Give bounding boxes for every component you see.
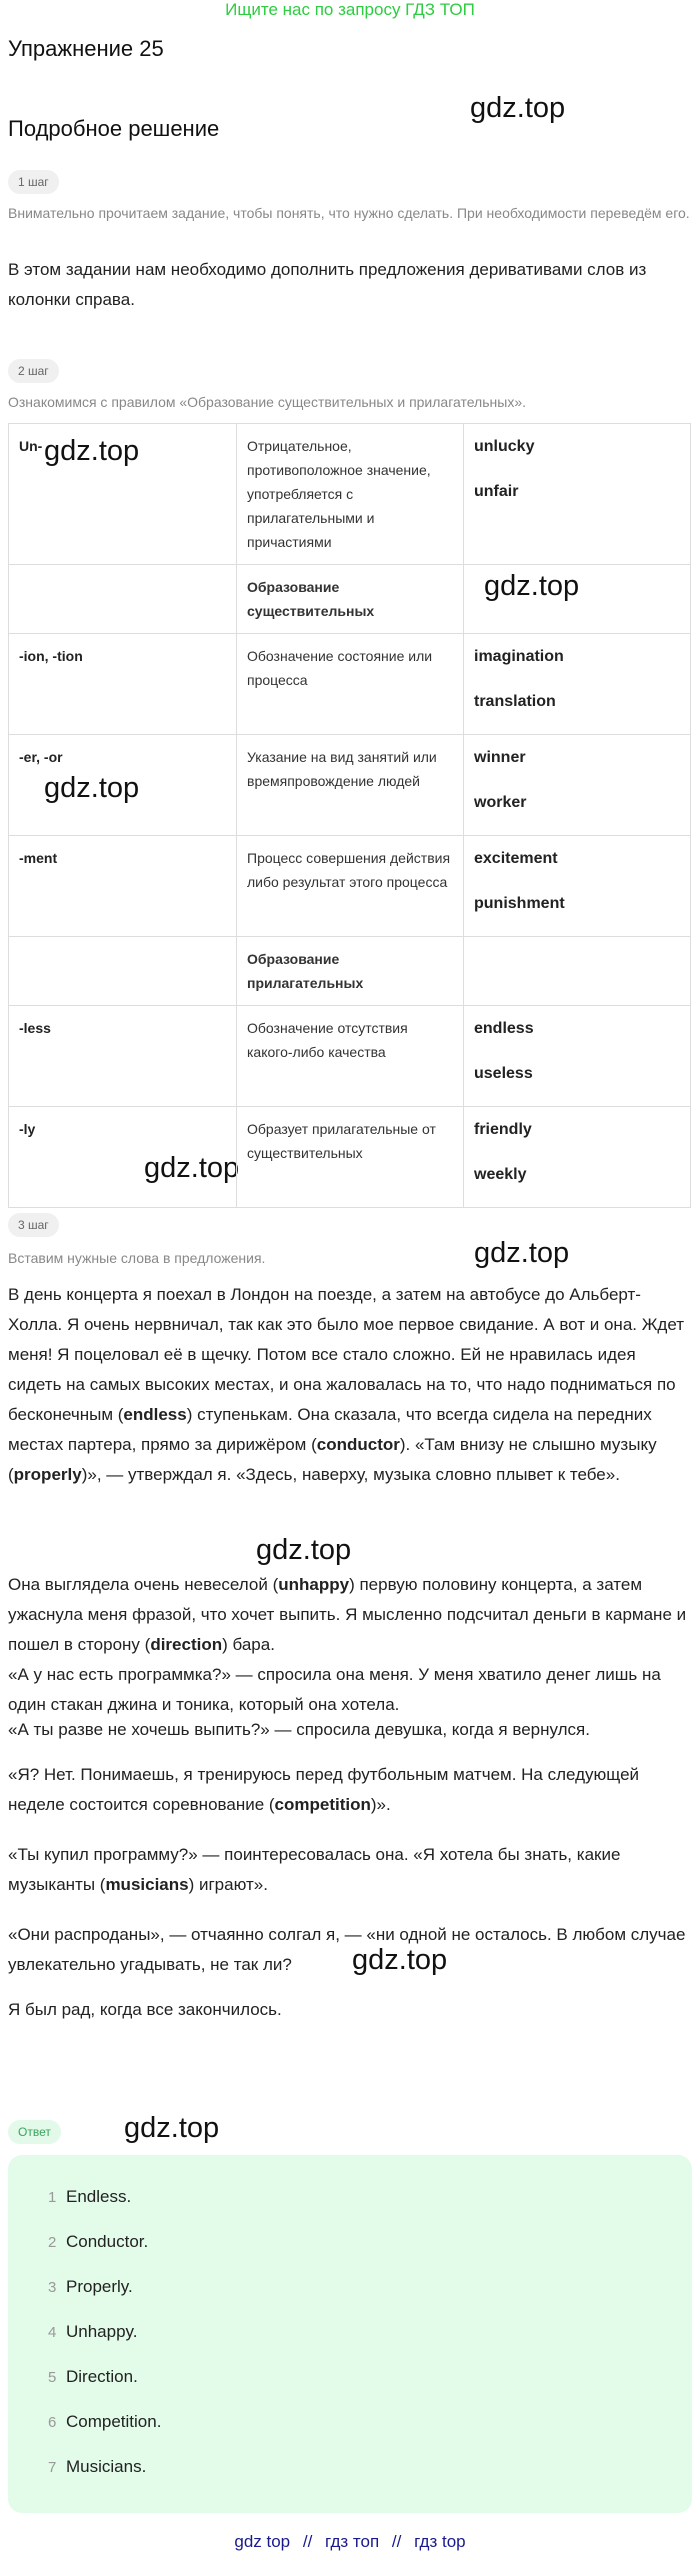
answer-item <box>48 2457 146 2477</box>
description-cell: Указание на вид занятий или времяпровождение людей <box>237 735 464 836</box>
paragraph-text: «А у нас есть программка?» — спросила она меня. У меня хватило денег лишь на один стакан джина и тоника, который она хотела. <box>8 1665 661 1714</box>
suffix-cell: -ment <box>9 836 237 937</box>
paragraph-text: «Они распроданы», — отчаянно солгал я, — «ни одной не осталось. В любом случае увлекательно угадывать, не так ли? <box>8 1925 686 1974</box>
solution-paragraph <box>8 1840 690 1900</box>
paragraph-text: ). «Там внизу не слышно музыку ( <box>8 1435 657 1484</box>
suffix-cell: -er, -or <box>9 735 237 836</box>
suffix-cell: -ly <box>9 1107 237 1208</box>
answer-word: competition <box>274 1795 371 1814</box>
examples-cell <box>464 836 691 937</box>
step-note: Вставим нужные слова в предложения. <box>8 1250 266 1266</box>
description-cell: Отрицательное, противоположное значение, употребляется с прилагательными и причастиями <box>237 424 464 565</box>
answer-text: Endless. <box>66 2187 132 2206</box>
footer-separator: // <box>391 2532 402 2551</box>
suffix-cell: -less <box>9 1006 237 1107</box>
description-cell: Обозначение отсутствия какого-либо качества <box>237 1006 464 1107</box>
paragraph-text: ) ступенькам. Она сказала, что всегда сидела на передних местах партера, прямо за дирижёром ( <box>8 1405 652 1454</box>
suffix-cell <box>9 565 237 634</box>
examples-cell <box>464 735 691 836</box>
answer-item <box>48 2322 138 2342</box>
footer-links <box>0 2532 700 2552</box>
solution-paragraph <box>8 1715 690 1745</box>
top-banner-link[interactable]: Ищите нас по запросу ГДЗ ТОП <box>225 0 475 19</box>
watermark: gdz.top <box>144 1152 240 1184</box>
answer-box <box>8 2155 692 2513</box>
answer-text: Properly. <box>66 2277 133 2296</box>
solution-paragraph <box>8 1995 690 2025</box>
answer-number: 2 <box>48 2234 57 2251</box>
answer-word: direction <box>150 1635 223 1654</box>
rules-table <box>8 423 691 1208</box>
answer-number: 4 <box>48 2324 57 2341</box>
example-word: winner <box>474 749 526 766</box>
footer-separator: // <box>302 2532 313 2551</box>
example-word: unfair <box>474 483 519 500</box>
watermark: gdz.top <box>44 772 140 804</box>
examples-cell <box>464 634 691 735</box>
answer-number: 6 <box>48 2414 57 2431</box>
footer-link[interactable]: гдз top <box>414 2532 466 2551</box>
table-row <box>9 424 691 565</box>
example-word: worker <box>474 794 527 811</box>
description-cell: Образование прилагательных <box>237 937 464 1006</box>
answer-item <box>48 2277 133 2297</box>
description-cell: Образует прилагательные от существительных <box>237 1107 464 1208</box>
answer-word: properly <box>13 1465 82 1484</box>
paragraph-text: «А ты разве не хочешь выпить?» — спросила девушка, когда я вернулся. <box>8 1720 590 1739</box>
solution-paragraph <box>8 1280 690 1490</box>
suffix-cell: -ion, -tion <box>9 634 237 735</box>
paragraph-text: «Я? Нет. Понимаешь, я тренируюсь перед футбольным матчем. На следующей неделе состоится соревнование ( <box>8 1765 640 1814</box>
exercise-title: Упражнение 25 <box>8 36 164 61</box>
answer-text: Unhappy. <box>66 2322 138 2341</box>
step-label: 1 шаг <box>8 170 59 194</box>
step-note: Ознакомимся с правилом «Образование существительных и прилагательных». <box>8 394 526 410</box>
example-word: useless <box>474 1065 533 1082</box>
answer-number: 3 <box>48 2279 57 2296</box>
paragraph-text: )», — утверждал я. «Здесь, наверху, музыка словно плывет к тебе». <box>81 1465 620 1484</box>
description-cell: Обозначение состояние или процесса <box>237 634 464 735</box>
example-word: unlucky <box>474 438 535 455</box>
table-row <box>9 1107 691 1208</box>
answer-item <box>48 2412 161 2432</box>
answer-item <box>48 2187 131 2207</box>
examples-cell <box>464 565 691 634</box>
example-word: friendly <box>474 1121 532 1138</box>
solution-paragraph <box>8 1570 690 1660</box>
table-row <box>9 1006 691 1107</box>
table-row <box>9 634 691 735</box>
answer-word: musicians <box>105 1875 189 1894</box>
solution-paragraph <box>8 1760 690 1820</box>
examples-cell <box>464 1107 691 1208</box>
watermark: gdz.top <box>484 570 580 602</box>
step-text: В этом задании нам необходимо дополнить предложения деривативами слов из колонки справа. <box>8 260 647 309</box>
watermark: gdz.top <box>124 2112 220 2144</box>
paragraph-text: )». <box>370 1795 391 1814</box>
answer-word: endless <box>123 1405 187 1424</box>
solution-paragraph <box>8 1920 690 1980</box>
table-row <box>9 836 691 937</box>
paragraph-text: ) играют». <box>188 1875 268 1894</box>
paragraph-text: «Ты купил программу?» — поинтересовалась она. «Я хотела бы знать, какие музыканты ( <box>8 1845 621 1894</box>
answer-text: Conductor. <box>66 2232 149 2251</box>
answer-number: 5 <box>48 2369 57 2386</box>
examples-cell <box>464 424 691 565</box>
footer-link[interactable]: gdz top <box>234 2532 291 2551</box>
answer-word: unhappy <box>278 1575 350 1594</box>
footer-link[interactable]: гдз топ <box>325 2532 380 2551</box>
watermark: gdz.top <box>470 92 566 124</box>
paragraph-text: В день концерта я поехал в Лондон на поезде, а затем на автобусе до Альберт-Холла. Я очень нервничал, так как это было мое первое свидание. А вот и она. Ждет меня! Я поцеловал её в щечку. Потом все стало сложно. Ей не нравилась идея сидеть на самых высоких местах, и она жаловалась на то, что надо подниматься по бесконечным ( <box>8 1285 685 1424</box>
step-note: Внимательно прочитаем задание, чтобы понять, что нужно сделать. При необходимости переведём его. <box>8 205 690 221</box>
example-word: endless <box>474 1020 534 1037</box>
watermark: gdz.top <box>44 435 140 467</box>
paragraph-text: Я был рад, когда все закончилось. <box>8 2000 282 2019</box>
watermark: gdz.top <box>352 1944 448 1976</box>
answer-label: Ответ <box>8 2120 61 2144</box>
suffix-cell: Un- <box>9 424 237 565</box>
answer-text: Musicians. <box>66 2457 147 2476</box>
table-row <box>9 735 691 836</box>
section-title: Подробное решение <box>8 116 220 141</box>
description-cell: Процесс совершения действия либо результат этого процесса <box>237 836 464 937</box>
description-cell: Образование существительных <box>237 565 464 634</box>
example-word: weekly <box>474 1166 527 1183</box>
paragraph-text: ) первую половину концерта, а затем ужаснула меня фразой, что хочет выпить. Я мысленно подсчитал деньги в кармане и пошел в сторону ( <box>8 1575 687 1654</box>
examples-cell <box>464 1006 691 1107</box>
suffix-cell <box>9 937 237 1006</box>
step-label: 3 шаг <box>8 1213 59 1237</box>
table-row <box>9 937 691 1006</box>
answer-item <box>48 2367 138 2387</box>
table-row <box>9 565 691 634</box>
example-word: imagination <box>474 648 564 665</box>
step-label: 2 шаг <box>8 359 59 383</box>
example-word: excitement <box>474 850 558 867</box>
answer-item <box>48 2232 148 2252</box>
answer-word: conductor <box>316 1435 400 1454</box>
answer-number: 7 <box>48 2459 57 2476</box>
solution-paragraph <box>8 1660 690 1720</box>
paragraph-text: ) бара. <box>222 1635 275 1654</box>
paragraph-text: Она выглядела очень невеселой ( <box>8 1575 279 1594</box>
example-word: punishment <box>474 895 565 912</box>
example-word: translation <box>474 693 556 710</box>
examples-cell <box>464 937 691 1006</box>
watermark: gdz.top <box>256 1534 352 1566</box>
answer-number: 1 <box>48 2189 57 2206</box>
rules-table-wrapper <box>8 423 691 1208</box>
answer-text: Direction. <box>66 2367 138 2386</box>
answer-text: Competition. <box>66 2412 162 2431</box>
watermark: gdz.top <box>474 1237 570 1269</box>
